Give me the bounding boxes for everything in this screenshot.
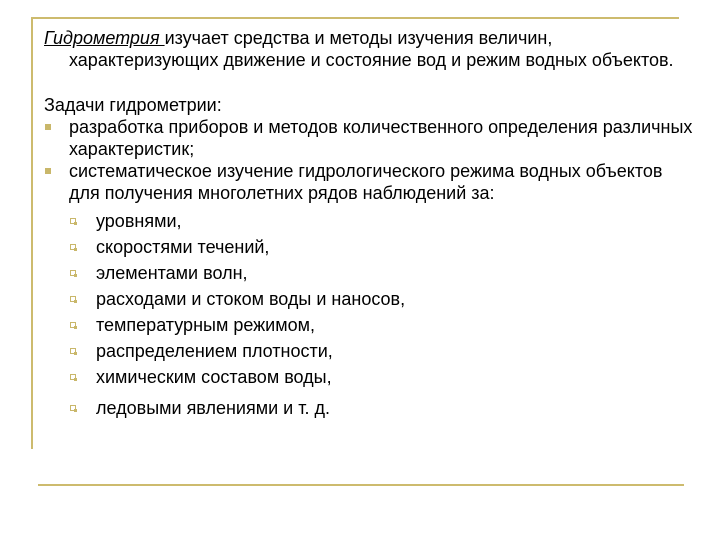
observation-item-1 bbox=[69, 208, 694, 234]
observation-item-4 bbox=[69, 286, 694, 312]
square-bullet-icon bbox=[45, 168, 51, 174]
observation-item-3-text: элементами волн, bbox=[96, 263, 248, 283]
checkbox-bullet-icon bbox=[70, 296, 76, 302]
observation-item-6-text: распределением плотности, bbox=[96, 341, 333, 361]
square-bullet-icon bbox=[45, 124, 51, 130]
checkbox-bullet-icon bbox=[70, 244, 76, 250]
checkbox-bullet-icon bbox=[70, 270, 76, 276]
observation-item-7 bbox=[69, 364, 694, 390]
task-item-1-text: разработка приборов и методов количественного определения различных характеристик; bbox=[69, 117, 693, 159]
observation-item-6 bbox=[69, 338, 694, 364]
tasks-title: Задачи гидрометрии: bbox=[44, 95, 222, 115]
observation-item-5 bbox=[69, 312, 694, 338]
task-item-1 bbox=[44, 116, 694, 160]
observation-item-8-text: ледовыми явлениями и т. д. bbox=[96, 398, 330, 418]
checkbox-bullet-icon bbox=[70, 348, 76, 354]
checkbox-bullet-icon bbox=[70, 322, 76, 328]
observation-item-1-text: уровнями, bbox=[96, 211, 182, 231]
checkbox-bullet-icon bbox=[70, 374, 76, 380]
intro-text: изучает средства и методы изучения величин, характеризующих движение и состояние вод и режим водных объектов. bbox=[69, 28, 674, 70]
bottom-border-line bbox=[38, 484, 684, 486]
task-item-2-text: систематическое изучение гидрологического режима водных объектов для получения многолетних рядов наблюдений за: bbox=[69, 161, 663, 203]
tasks-list bbox=[44, 116, 694, 421]
checkbox-bullet-icon bbox=[70, 405, 76, 411]
task-item-2 bbox=[44, 160, 694, 421]
left-border-line bbox=[31, 17, 33, 449]
observations-list bbox=[69, 208, 694, 421]
observation-item-7-text: химическим составом воды, bbox=[96, 367, 332, 387]
intro-paragraph bbox=[44, 27, 694, 71]
intro-term: Гидрометрия bbox=[44, 28, 165, 48]
observation-item-5-text: температурным режимом, bbox=[96, 315, 315, 335]
observation-item-3 bbox=[69, 260, 694, 286]
observation-item-8 bbox=[69, 395, 694, 421]
observation-item-2-text: скоростями течений, bbox=[96, 237, 270, 257]
top-border-line bbox=[31, 17, 679, 19]
checkbox-bullet-icon bbox=[70, 218, 76, 224]
observation-item-2 bbox=[69, 234, 694, 260]
observation-item-4-text: расходами и стоком воды и наносов, bbox=[96, 289, 406, 309]
slide-content bbox=[44, 27, 694, 421]
